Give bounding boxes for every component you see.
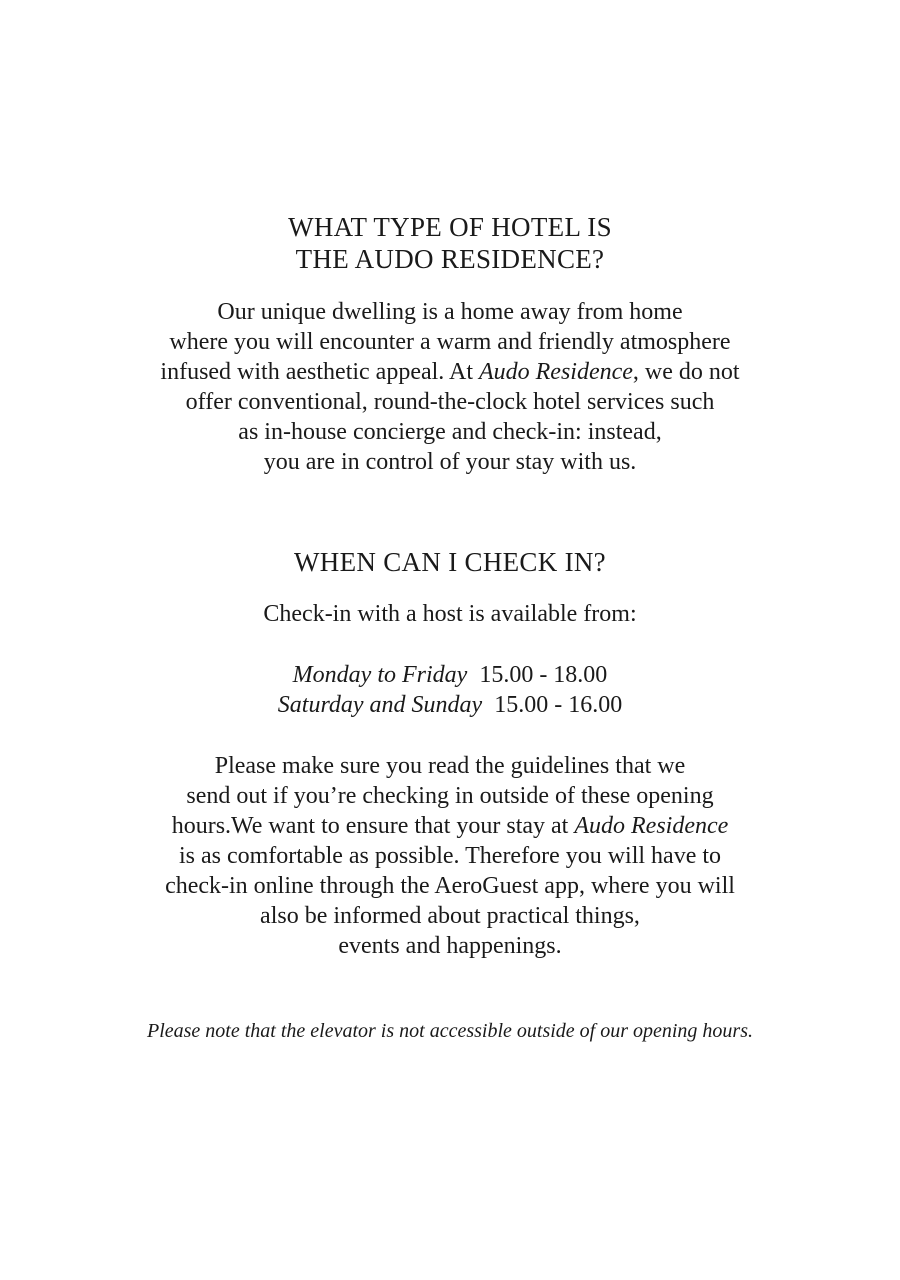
elevator-note: Please note that the elevator is not accessible outside of our opening hours. <box>146 1020 753 1042</box>
hours-days: Saturday and Sunday <box>277 692 483 718</box>
paragraph-line: Please make sure you read the guidelines that we <box>214 753 686 779</box>
paragraph-line: also be informed about practical things, <box>260 903 640 929</box>
text-segment: infused with aesthetic appeal. At <box>160 359 479 385</box>
residence-name: Audo Residence <box>574 813 729 839</box>
hours-time: 15.00 - 18.00 <box>479 662 608 688</box>
paragraph-line: Check-in with a host is available from: <box>263 601 637 627</box>
paragraph-line: offer conventional, round-the-clock hotel services such <box>185 389 715 415</box>
section-heading-check-in <box>0 546 900 578</box>
hours-days: Monday to Friday <box>292 662 468 688</box>
paragraph-line: Our unique dwelling is a home away from home <box>217 299 683 325</box>
heading-line: THE AUDO RESIDENCE? <box>295 244 605 274</box>
residence-name: Audo Residence <box>478 359 633 385</box>
hotel-type-paragraph <box>0 297 900 477</box>
hours-row-weekdays <box>0 660 900 690</box>
hours-time: 15.00 - 16.00 <box>494 692 623 718</box>
paragraph-line: check-in online through the AeroGuest app, where you will <box>165 873 735 899</box>
text-segment: , we do not <box>632 359 740 385</box>
paragraph-line: send out if you’re checking in outside of these opening <box>186 783 714 809</box>
paragraph-line: is as comfortable as possible. Therefore you will have to <box>178 843 722 869</box>
check-in-paragraph <box>0 751 900 961</box>
paragraph-line: you are in control of your stay with us. <box>263 449 637 475</box>
hours-row-weekend <box>0 690 900 720</box>
heading-line: WHEN CAN I CHECK IN? <box>294 547 606 577</box>
paragraph-line <box>0 811 900 841</box>
paragraph-line: where you will encounter a warm and friendly atmosphere <box>169 329 731 355</box>
paragraph-line: events and happenings. <box>338 933 562 959</box>
opening-hours <box>0 660 900 720</box>
paragraph-line: as in-house concierge and check-in: instead, <box>238 419 662 445</box>
paragraph-line <box>0 357 900 387</box>
heading-line: WHAT TYPE OF HOTEL IS <box>288 212 612 242</box>
check-in-intro <box>0 599 900 629</box>
section-heading-hotel-type <box>0 211 900 275</box>
text-segment: hours.We want to ensure that your stay at <box>171 813 575 839</box>
